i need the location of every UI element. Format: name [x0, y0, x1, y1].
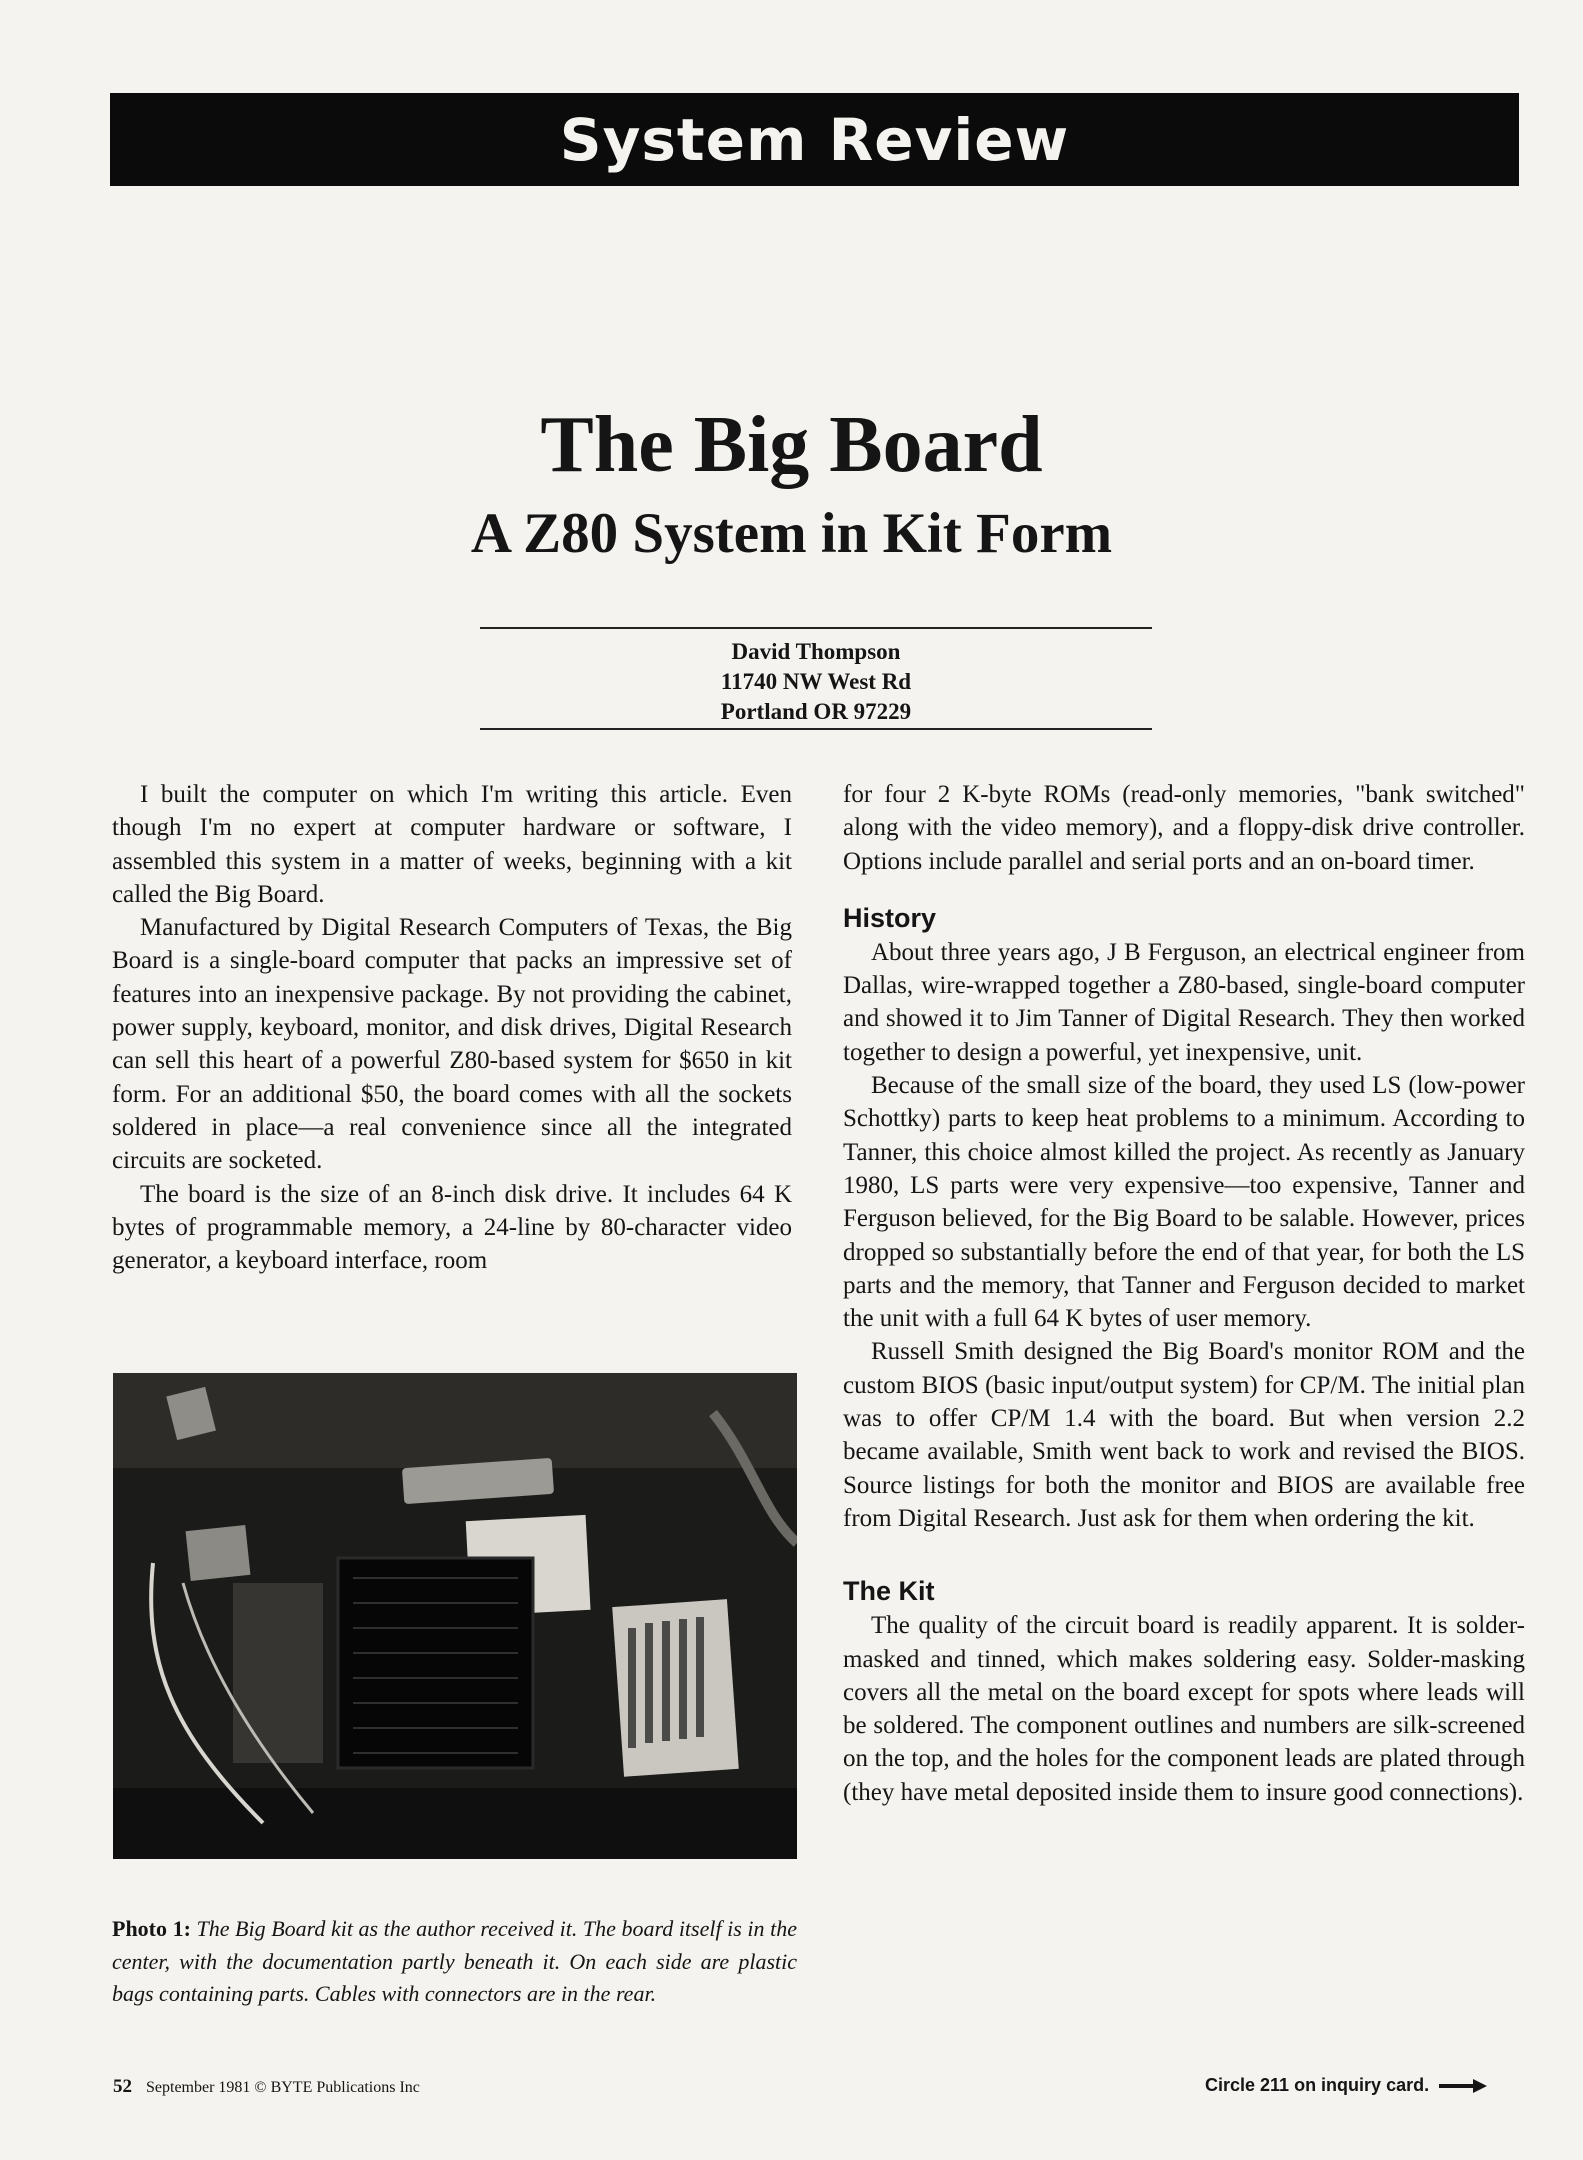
photo-rear-shadow: [113, 1373, 797, 1468]
section-banner: [110, 93, 1519, 186]
right-column: [843, 778, 1525, 1809]
body-paragraph: About three years ago, J B Ferguson, an electrical engineer from Dallas, wire-wrapped together a Z80-based, single-board computer and showed it to Jim Tanner of Digital Research. They then worked together to design a powerful, yet inexpensive, unit.: [843, 938, 1525, 1066]
left-parts-bag: [233, 1583, 323, 1763]
section-heading-history: History: [843, 902, 937, 933]
body-paragraph: Manufactured by Digital Research Computers of Texas, the Big Board is a single-board computer that packs an impressive set of features into an inexpensive package. By not providing the cabinet, power supply, keyboard, monitor, and disk drives, Digital Research can sell this heart of a powerful Z80-based system for $650 in kit form. For an additional $50, the board comes with all the sockets soldered in place—a real convenience since all the integrated circuits are socketed.: [112, 914, 792, 1175]
page-footer: [113, 2076, 420, 2098]
body-paragraph: Russell Smith designed the Big Board's monitor ROM and the custom BIOS (basic input/output system) for CP/M. The initial plan was to offer CP/M 1.4 with the board. But when version 2.2 became available, Smith went back to work and revised the BIOS. Source listings for both the monitor and BIOS are available free from Digital Research. Just ask for them when ordering the kit.: [843, 1338, 1525, 1532]
author-byline: [480, 637, 1152, 727]
body-paragraph: The board is the size of an 8-inch disk drive. It includes 64 K bytes of programmable memory, a 24-line by 80-character video generator, a keyboard interface, room: [112, 1180, 792, 1275]
kit-photo: [113, 1373, 797, 1859]
inquiry-note: [1205, 2075, 1487, 2096]
photo-caption-label: Photo 1:: [112, 1916, 191, 1941]
section-heading-kit: The Kit: [843, 1576, 935, 1607]
circuit-board: [338, 1558, 533, 1768]
body-paragraph: The quality of the circuit board is readily apparent. It is solder-masked and tinned, which makes soldering easy. Solder-masking covers all the metal on the board except for spots where leads will be soldered. The component outlines and numbers are silk-screened on the top, and the holes for the component leads are plated through (they have metal deposited inside them to insure good connections).: [843, 1612, 1525, 1806]
article-subtitle: A Z80 System in Kit Form: [470, 502, 1113, 565]
arrow-right-icon: [1439, 2078, 1487, 2094]
photo-caption: [112, 1913, 797, 2011]
byline-top-rule: [480, 627, 1152, 629]
connector-left: [186, 1525, 251, 1581]
byline-bottom-rule: [480, 728, 1152, 730]
body-paragraph: for four 2 K-byte ROMs (read-only memories, "bank switched" along with the video memory), and a floppy-disk drive controller. Options include parallel and serial ports and an on-board timer.: [843, 781, 1525, 875]
left-column: [112, 778, 792, 1277]
author-name: David Thompson: [731, 639, 901, 664]
section-banner-text: System Review: [559, 105, 1070, 174]
article-title: The Big Board: [540, 401, 1043, 489]
inquiry-text: Circle 211 on inquiry card.: [1205, 2075, 1430, 2095]
publication-info: September 1981 © BYTE Publications Inc: [146, 2079, 420, 2096]
body-paragraph: Because of the small size of the board, they used LS (low-power Schottky) parts to keep heat problems to a minimum. According to Tanner, this choice almost killed the project. As recently as January 1980, LS parts were very expensive—too expensive, Tanner and Ferguson believed, for the Big Board to be salable. However, prices dropped so substantially before the end of that year, for both the LS parts and the memory, that Tanner and Ferguson decided to market the unit with a full 64 K bytes of user memory.: [843, 1072, 1525, 1333]
author-city: Portland OR 97229: [720, 699, 912, 724]
photo-foreground: [113, 1788, 797, 1859]
body-paragraph: I built the computer on which I'm writing this article. Even though I'm no expert at computer hardware or software, I assembled this system in a matter of weeks, beginning with a kit called the Big Board.: [112, 781, 792, 908]
page-number: 52: [113, 2076, 132, 2097]
photo-caption-text: The Big Board kit as the author received it. The board itself is in the center, with the documentation partly beneath it. On each side are plastic bags containing parts. Cables with connectors are in the rear.: [112, 1916, 797, 2006]
author-street: 11740 NW West Rd: [720, 669, 912, 694]
